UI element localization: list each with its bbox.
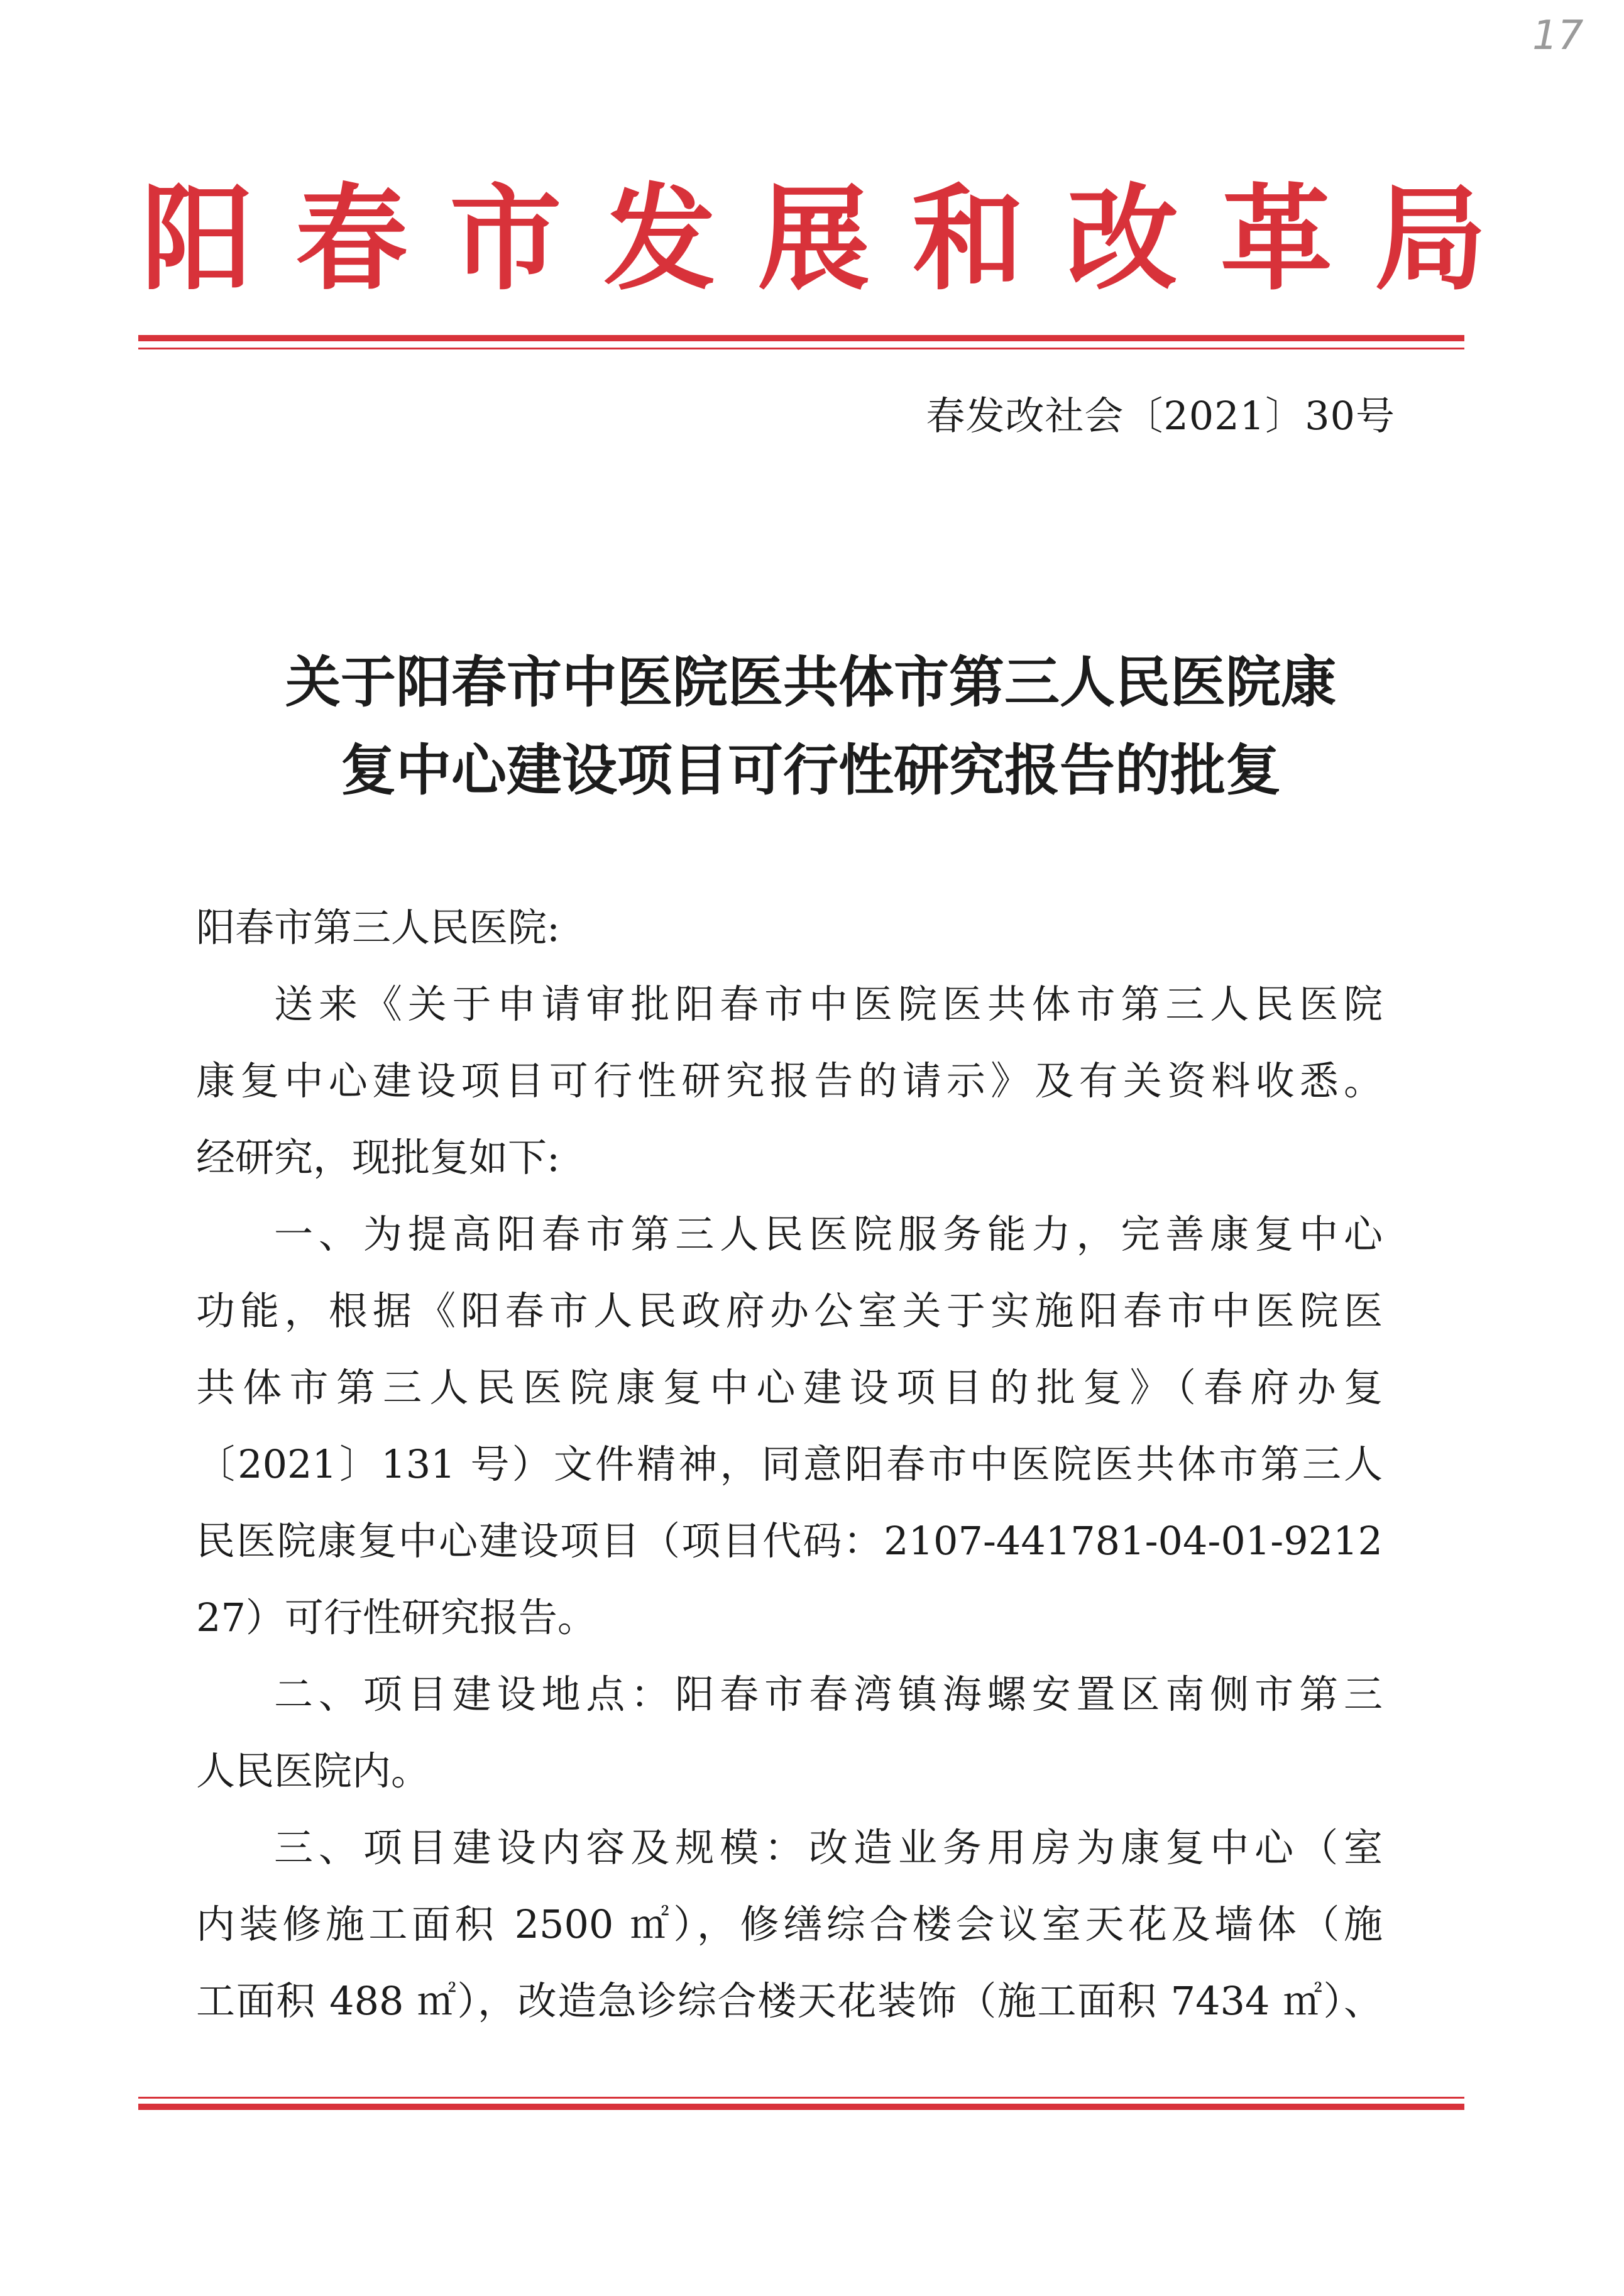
body-line: 一、为提高阳春市第三人民医院服务能力，完善康复中心 bbox=[274, 1211, 1383, 1257]
body-line: 民医院康复中心建设项目（项目代码：2107-441781-04-01-9212 bbox=[196, 1518, 1383, 1564]
body-line: 三、项目建设内容及规模：改造业务用房为康复中心（室 bbox=[274, 1825, 1383, 1870]
body-line: 功能，根据《阳春市人民政府办公室关于实施阳春市中医院医 bbox=[196, 1288, 1383, 1334]
body-line: 人民医院内。 bbox=[196, 1748, 431, 1794]
agency-char: 局 bbox=[1374, 171, 1486, 306]
body-line: 经研究，现批复如下: bbox=[196, 1134, 560, 1180]
body-line: 送来《关于申请审批阳春市中医院医共体市第三人民医院 bbox=[274, 981, 1383, 1027]
page-number-mark: 17 bbox=[1532, 13, 1584, 59]
document-title-line: 关于阳春市中医院医共体市第三人民医院康 bbox=[285, 649, 1336, 715]
header-divider-thin bbox=[138, 348, 1464, 349]
body-line: 共体市第三人民医院康复中心建设项目的批复》（春府办复 bbox=[196, 1365, 1383, 1410]
document-title-line: 复中心建设项目可行性研究报告的批复 bbox=[340, 737, 1281, 803]
footer-divider-thick bbox=[138, 2104, 1464, 2110]
agency-char: 革 bbox=[1220, 171, 1332, 306]
document-body bbox=[196, 889, 1383, 2040]
agency-char: 春 bbox=[295, 171, 408, 306]
salutation: 阳春市第三人民医院: bbox=[196, 904, 560, 950]
body-line: 工面积 488 ㎡），改造急诊综合楼天花装饰（施工面积 7434 ㎡）、 bbox=[196, 1978, 1383, 2024]
agency-char: 阳 bbox=[141, 171, 253, 306]
agency-char: 改 bbox=[1066, 171, 1178, 306]
document-number: 春发改社会〔2021〕30号 bbox=[926, 393, 1395, 439]
agency-char: 展 bbox=[758, 171, 870, 306]
body-line: 康复中心建设项目可行性研究报告的请示》及有关资料收悉。 bbox=[196, 1058, 1383, 1104]
agency-letterhead-title bbox=[141, 170, 1486, 308]
agency-char: 市 bbox=[449, 171, 562, 306]
document-title bbox=[113, 638, 1508, 814]
header-divider-thick bbox=[138, 335, 1464, 341]
body-line: 〔2021〕131 号）文件精神，同意阳春市中医院医共体市第三人 bbox=[196, 1441, 1383, 1487]
agency-char: 和 bbox=[912, 171, 1024, 306]
agency-char: 发 bbox=[603, 171, 716, 306]
body-line: 内装修施工面积 2500 ㎡），修缮综合楼会议室天花及墙体（施 bbox=[196, 1901, 1383, 1947]
body-line: 27）可行性研究报告。 bbox=[196, 1595, 596, 1640]
body-line: 二、项目建设地点：阳春市春湾镇海螺安置区南侧市第三 bbox=[274, 1671, 1383, 1717]
footer-divider-thin bbox=[138, 2097, 1464, 2099]
